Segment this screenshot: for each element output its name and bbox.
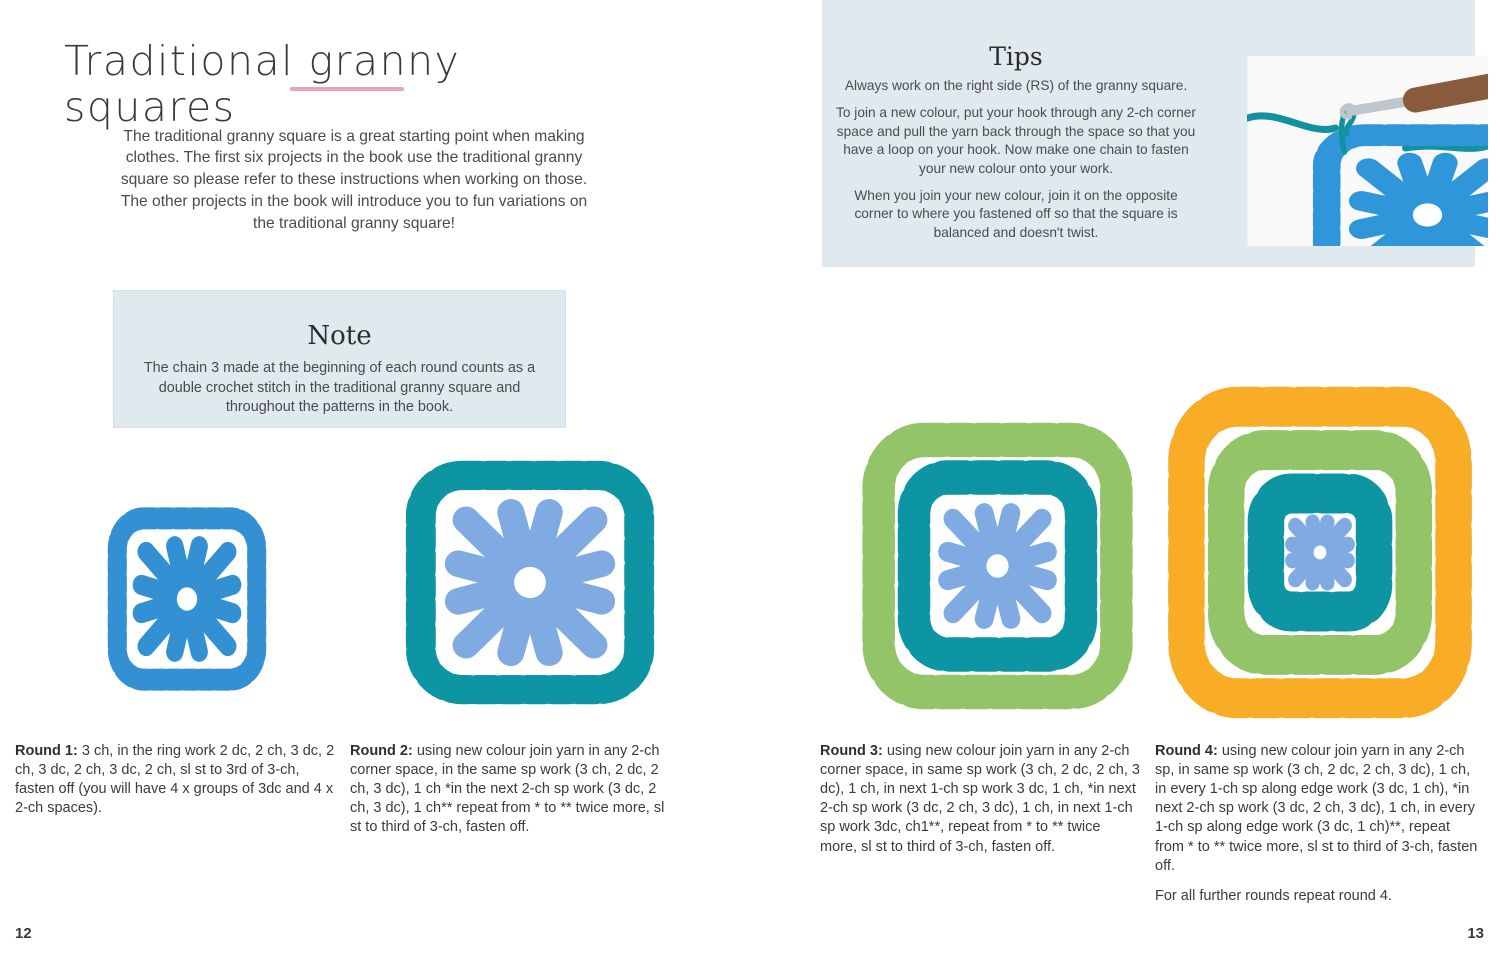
round-1-text: 3 ch, in the ring work 2 dc, 2 ch, 3 dc, 2 ch, 3 dc, 2 ch, 3 dc, 2 ch, sl st to 3rd of 3-ch, fasten off (you will have 4 x groups of 3dc and 4 x 2-ch spaces).	[15, 742, 335, 817]
round-2-instructions	[350, 742, 668, 838]
granny-square-round-1-photo	[104, 503, 270, 695]
round-4-extra-note: For all further rounds repeat round 4.	[1155, 887, 1392, 904]
granny-square-round-2-photo	[400, 455, 660, 710]
round-4-instructions	[1155, 742, 1480, 907]
title-divider	[290, 87, 404, 91]
round-1-instructions	[15, 742, 335, 819]
round-4-square	[1161, 379, 1479, 726]
round-3-square	[856, 416, 1139, 716]
round-1-label: Round 1:	[15, 742, 78, 759]
note-box	[113, 290, 566, 428]
tips-box	[822, 0, 1475, 267]
page-number-right: 13	[1467, 925, 1484, 942]
intro-paragraph: The traditional granny square is a great starting point when making clothes. The first six projects in the book use the traditional granny square so please refer to these instructions when working on those. The other projects in the book will introduce you to fun variations on the traditional granny square!	[120, 127, 588, 232]
granny-square-round-4-photo	[1161, 379, 1479, 726]
tips-paragraph-1: Always work on the right side (RS) of the granny square.	[844, 78, 1188, 93]
round-4-label: Round 4:	[1155, 742, 1218, 759]
tips-photo	[1247, 56, 1488, 246]
round-3-label: Round 3:	[820, 742, 883, 759]
tips-paragraph-2: To join a new colour, put your hook through any 2-ch corner space and pull the yarn back through the space so that you have a loop on your hook. Now make one chain to fasten your new colour onto your work.	[836, 105, 1196, 176]
page-number-left: 12	[15, 925, 32, 942]
note-body: The chain 3 made at the beginning of each round counts as a double crochet stitch in the traditional granny square and throughout the patterns in the book.	[143, 360, 536, 416]
round-1-square	[104, 503, 270, 695]
crochet-hook-photo	[1247, 56, 1488, 246]
round-3-instructions	[820, 742, 1140, 857]
page-title: Traditional granny squares	[64, 37, 461, 131]
tips-title: Tips	[989, 42, 1043, 71]
note-title: Note	[307, 321, 372, 351]
granny-square-round-3-photo	[856, 416, 1139, 716]
round-2-text: using new colour join yarn in any 2-ch corner space, in the same sp work (3 ch, 2 dc, 2 ch, 3 dc), 1 ch *in the next 2-ch sp work (3 dc, 2 ch, 3 dc), 1 ch** repeat from * to ** twice more, sl st to third of 3-ch, fasten off.	[350, 742, 665, 836]
round-3-text: using new colour join yarn in any 2-ch corner space, in same sp work (3 ch, 2 dc, 2 ch, 3 dc), 1 ch, in next 1-ch sp work 3 dc, 1 ch, *in next 2-ch sp work (3 dc, 2 ch, 3 dc), 1 ch, in next 1-ch sp work 3dc, ch1**, repeat from * to ** twice more, sl st to third of 3-ch, fasten off.	[820, 742, 1140, 855]
tips-text-column	[836, 0, 1196, 267]
round-2-square	[400, 455, 660, 710]
round-2-label: Round 2:	[350, 742, 413, 759]
tips-paragraph-3: When you join your new colour, join it on the opposite corner to where you fastened off so that the square is balanced and doesn't twist.	[854, 188, 1178, 240]
round-4-text: using new colour join yarn in any 2-ch sp, in same sp work (3 ch, 2 dc, 2 ch, 3 dc), 1 ch, in every 1-ch sp along edge work (3 dc, 1 ch), *in next 2-ch sp work (3 dc, 2 ch, 3 dc), 1 ch, in every 1-ch sp along edge work (3 dc, 1 ch)**, repeat from * to ** twice more, sl st to third of 3-ch, fasten off.	[1155, 742, 1478, 874]
